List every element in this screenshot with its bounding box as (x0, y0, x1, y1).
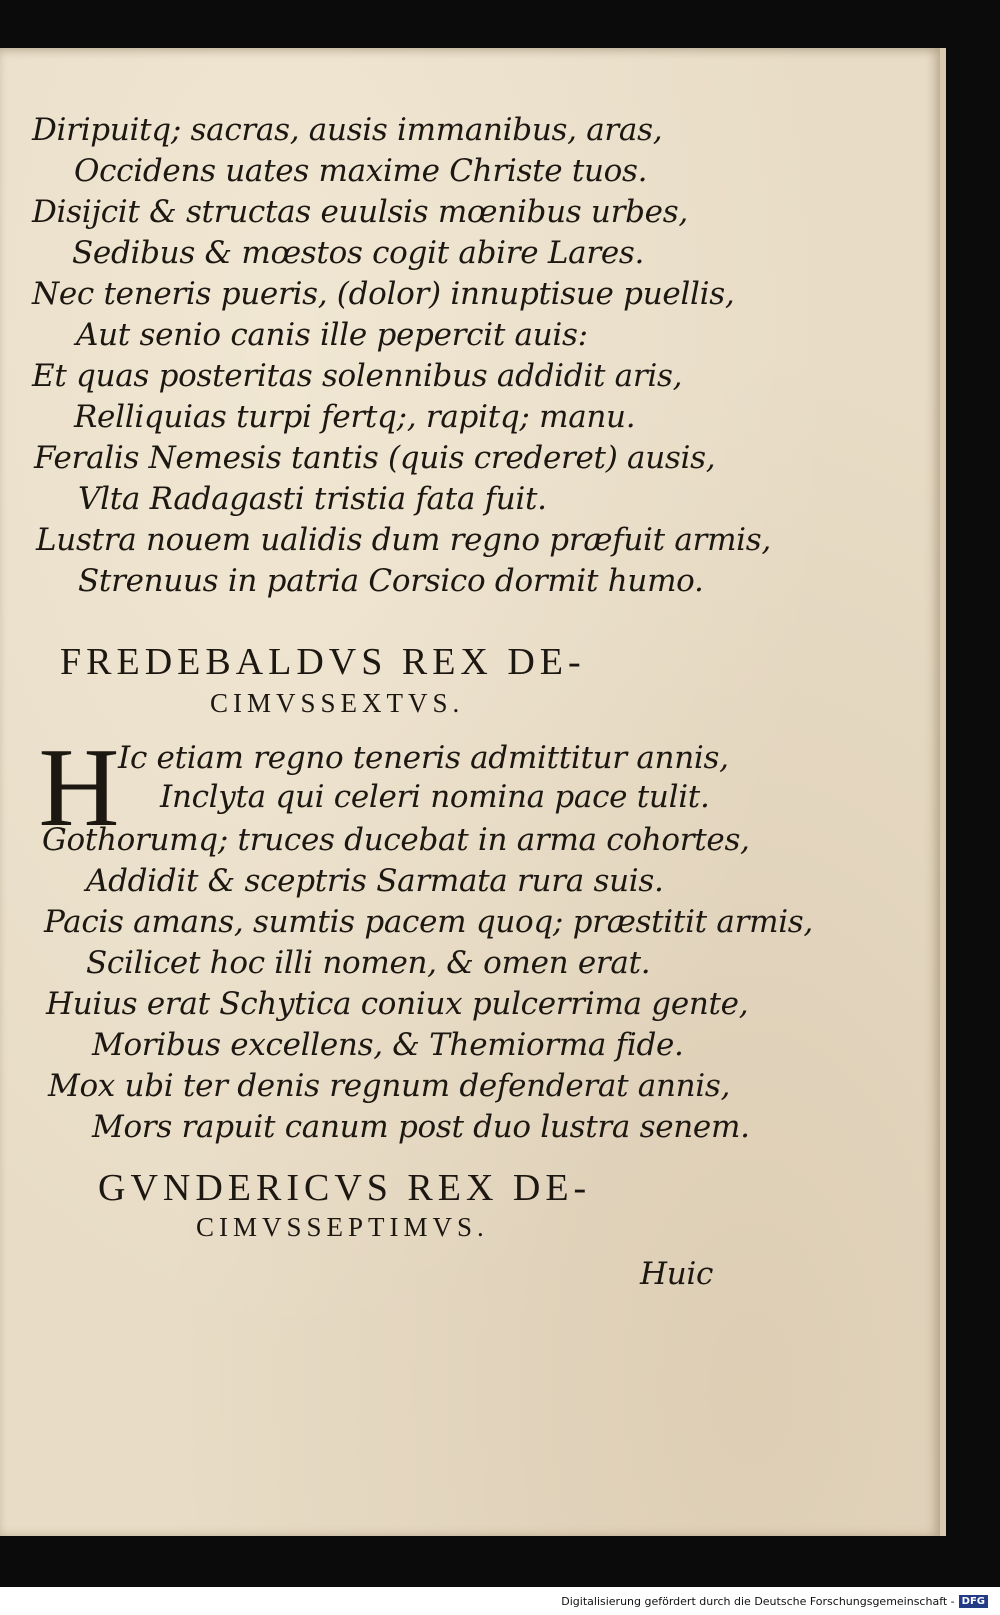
credit-text: Digitalisierung gefördert durch die Deutsche Forschungsgemeinschaft - (561, 1594, 955, 1608)
verse-line: Aut senio canis ille pepercit auis: (76, 317, 588, 353)
verse-line: Diripuitq; sacras, ausis immanibus, aras, (32, 112, 663, 148)
dfg-logo-icon: DFG (959, 1595, 988, 1608)
verse-line: Scilicet hoc illi nomen, & omen erat. (86, 945, 651, 981)
drop-cap-initial: H (38, 726, 120, 850)
verse-line: Addidit & sceptris Sarmata rura suis. (86, 863, 664, 899)
page-edge (940, 48, 946, 1536)
section-heading: FREDEBALDVS REX DE- (60, 641, 586, 683)
section-heading: GVNDERICVS REX DE- (98, 1167, 592, 1209)
section-heading: CIMVSSEXTVS. (210, 688, 465, 718)
verse-line: Occidens uates maxime Christe tuos. (74, 153, 648, 189)
verse-line: Relliquias turpi fertq;, rapitq; manu. (74, 399, 636, 435)
verse-line: Strenuus in patria Corsico dormit humo. (78, 563, 704, 599)
verse-line: Pacis amans, sumtis pacem quoq; præstitit armis, (44, 904, 813, 940)
verse-line: Sedibus & mœstos cogit abire Lares. (72, 235, 645, 271)
verse-line: Et quas posteritas solennibus addidit aris, (32, 358, 683, 394)
verse-line: Nec teneris pueris, (dolor) innuptisue puellis, (32, 276, 735, 312)
verse-line: Vlta Radagasti tristia fata fuit. (78, 481, 547, 517)
verse-line: Disijcit & structas euulsis mœnibus urbes, (32, 194, 688, 230)
verse-line: Lustra nouem ualidis dum regno præfuit armis, (36, 522, 771, 558)
verse-line: Ic etiam regno teneris admittitur annis, (118, 740, 729, 776)
digitization-credit (561, 1593, 988, 1609)
verse-line: Huius erat Schytica coniux pulcerrima gente, (46, 986, 749, 1022)
verse-line: Gothorumq; truces ducebat in arma cohortes, (42, 822, 750, 858)
section-heading: CIMVSSEPTIMVS. (196, 1212, 489, 1242)
verse-line: Mox ubi ter denis regnum defenderat annis, (48, 1068, 731, 1104)
verse-line: Moribus excellens, & Themiorma fide. (92, 1027, 684, 1063)
verse-line: Mors rapuit canum post duo lustra senem. (92, 1109, 750, 1145)
catchword: Huic (640, 1256, 714, 1292)
verse-line: Feralis Nemesis tantis (quis crederet) ausis, (34, 440, 716, 476)
verse-line: Inclyta qui celeri nomina pace tulit. (160, 779, 710, 815)
